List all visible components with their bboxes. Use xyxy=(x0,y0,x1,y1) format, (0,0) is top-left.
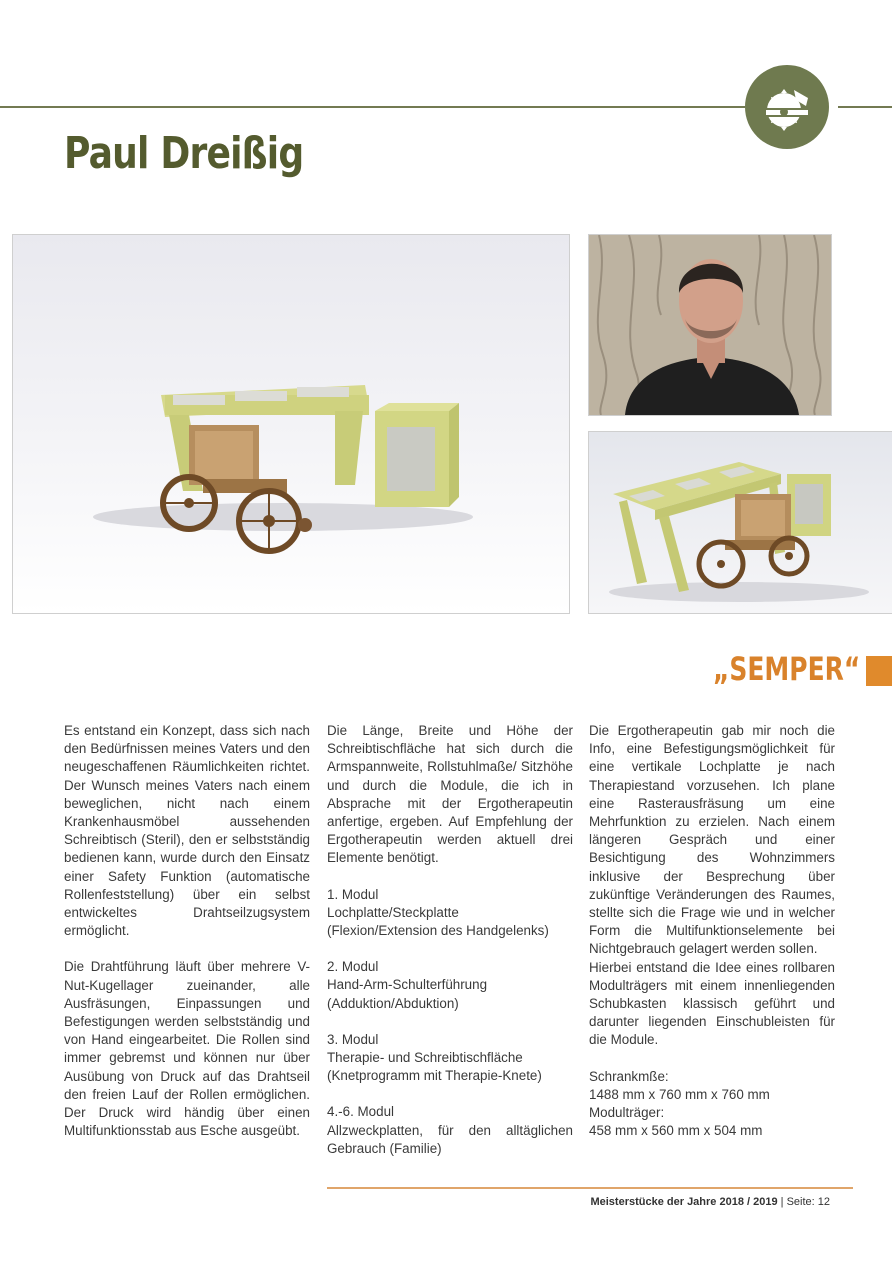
text-column-1 xyxy=(64,722,310,1158)
footer-publication: Meisterstücke der Jahre 2018 / 2019 xyxy=(590,1196,778,1208)
desk-wheelchair-angle-photo xyxy=(588,431,892,614)
paragraph: Die Ergotherapeutin gab mir noch die Info, eine Befestigungsmöglichkeit für eine vertikale Lochplatte je nach Therapiestand vorzusehen. Ich plane eine Rasterausfräsung um eine Mehrfunktion zu erzielen. Nach einem längeren Gespräch und einer Besichtigung des Wohnzimmers inklusive der Besprechung über zukünftige Veränderungen des Raumes, stellte sich die Frage wie und in welcher Form die Multifunktionselemente bei Nichtgebrauch gelagert werden sollen. Hierbei entstand die Idee eines rollbaren Modulträgers mit einem innenliegenden Schubkasten klassisch geführt und darunter liegenden Einschubleisten für die Module. xyxy=(589,723,835,1048)
project-name: „SEMPER“ xyxy=(713,650,861,688)
desk-wheelchair-cabinet-photo xyxy=(12,234,570,614)
text-column-2 xyxy=(327,722,573,1176)
footer-rule xyxy=(327,1187,853,1189)
circular-saw-icon xyxy=(745,65,829,149)
portrait-photo xyxy=(588,234,832,416)
paragraph: Die Drahtführung läuft über mehrere V-Nut-Kugellager zueinander, alle Ausfräsungen, Einpassungen und Befestigungen werden selbstständig und von Hand eingearbeitet. Die Rollen sind immer gebremst und können nur über Ausübung von Druck auf das Drahtseil den freien Lauf der Rollen ermöglichen. Der Druck wird händig über einen Multifunktionsstab aus Esche ausgeübt. xyxy=(64,959,310,1139)
header-rule-right xyxy=(838,106,892,108)
footer-separator: | xyxy=(777,1196,787,1208)
page-title: Paul Dreißig xyxy=(64,128,304,179)
module-1: 1. Modul Lochplatte/Steckplatte (Flexion/Extension des Handgelenks) xyxy=(327,886,549,939)
section-tab-marker xyxy=(866,656,892,686)
dimensions: Schrankmße: 1488 mm x 760 mm x 760 mm Modulträger: 458 mm x 560 mm x 504 mm xyxy=(589,1068,770,1139)
page-footer xyxy=(588,1196,830,1208)
module-2: 2. Modul Hand-Arm-Schulterführung (Adduktion/Abduktion) xyxy=(327,959,488,1011)
paragraph: Es entstand ein Konzept, dass sich nach den Bedürfnissen meines Vaters und den neugeschaffenen Räumlichkeiten richtet. Der Wunsch meines Vaters nach einem beweglichen, nicht nach einem Krankenhausmöbel aussehenden Schreibtisch (Steril), den er selbstständig bedienen kann, wurde durch den Einsatz einer Safety Funktion (automatische Rollenfeststellung) über ein selbst entwickeltes Drahtseilzugsystem ermöglicht. xyxy=(64,723,310,939)
page-number: Seite: 12 xyxy=(786,1196,830,1208)
header-rule-left xyxy=(0,106,745,108)
paragraph: Die Länge, Breite und Höhe der Schreibtischfläche hat sich durch die Armspannweite, Rollstuhlmaße/ Sitzhöhe und durch die Module, die ich in Absprache mit der Ergotherapeutin anfertige, ergeben. Auf Empfehlung der Ergotherapeutin werden aktuell drei Elemente benötigt. xyxy=(327,723,573,866)
module-4-6: 4.-6. Modul Allzweckplatten, für den alltäglichen Gebrauch (Familie) xyxy=(327,1104,573,1156)
module-3: 3. Modul Therapie- und Schreibtischfläche (Knetprogramm mit Therapie-Knete) xyxy=(327,1031,542,1084)
text-column-3 xyxy=(589,722,835,1158)
